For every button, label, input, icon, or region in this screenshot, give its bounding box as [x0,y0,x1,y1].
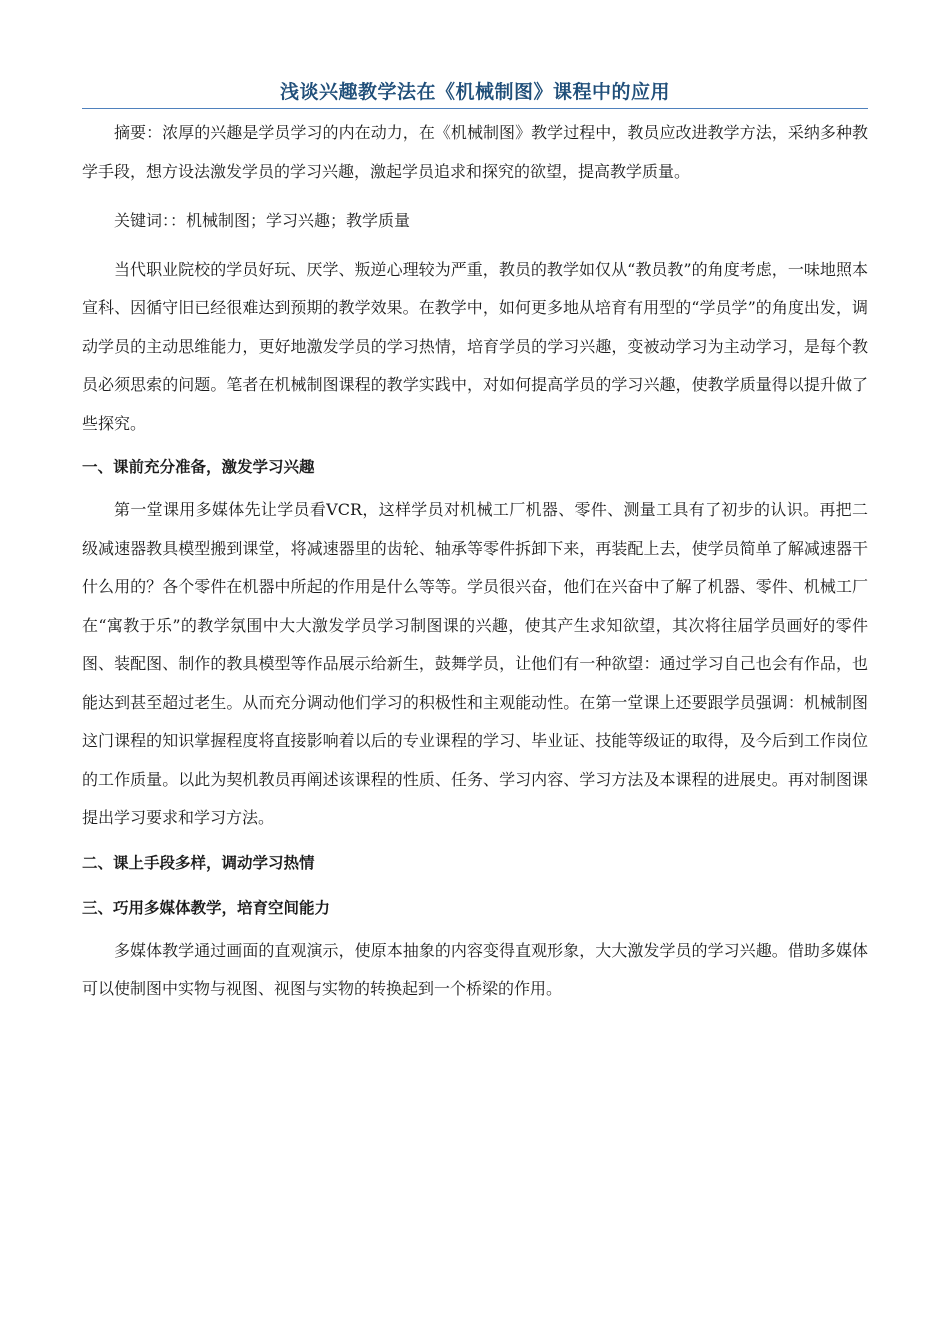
section-3-heading: 三、巧用多媒体教学，培育空间能力 [82,898,331,917]
section-1-heading: 一、课前充分准备，激发学习兴趣 [82,458,315,476]
section-3-paragraph: 多媒体教学通过画面的直观演示，使原本抽象的内容变得直观形象，大大激发学员的学习兴趣。借助多媒体可以使制图中实物与视图、视图与实物的转换起到一个桥梁的作用。 [82,940,868,998]
document-title: 浅谈兴趣教学法在《机械制图》课程中的应用 [82,78,868,109]
abstract-paragraph: 摘要：浓厚的兴趣是学员学习的内在动力，在《机械制图》教学过程中，教员应改进教学方法，采纳多种教学手段，想方设法激发学员的学习兴趣，激起学员追求和探究的欲望，提高教学质量。 [82,123,868,181]
document-page [82,78,868,1009]
intro-paragraph: 当代职业院校的学员好玩、厌学、叛逆心理较为严重，教员的教学如仅从“教员教”的角度考虑，一味地照本宣科、因循守旧已经很难达到预期的教学效果。在教学中，如何更多地从培育有用型的“学员学”的角度出发，调动学员的主动思维能力，更好地激发学员的学习热情，培育学员的学习兴趣，变被动学习为主动学习，是每个教员必须思索的问题。笔者在机械制图课程的教学实践中，对如何提高学员的学习兴趣，使教学质量得以提升做了些探究。 [82,259,868,433]
section-1-paragraph: 第一堂课用多媒体先让学员看VCR，这样学员对机械工厂机器、零件、测量工具有了初步的认识。再把二级减速器教具模型搬到课堂，将减速器里的齿轮、轴承等零件拆卸下来，再装配上去，使学员简单了解减速器干什么用的？各个零件在机器中所起的作用是什么等等。学员很兴奋，他们在兴奋中了解了机器、零件、机械工厂在“寓教于乐”的教学氛围中大大激发学员学习制图课的兴趣，使其产生求知欲望，其次将往届学员画好的零件图、装配图、制作的教具模型等作品展示给新生，鼓舞学员，让他们有一种欲望：通过学习自己也会有作品，也能达到甚至超过老生。从而充分调动他们学习的积极性和主观能动性。在第一堂课上还要跟学员强调：机械制图这门课程的知识掌握程度将直接影响着以后的专业课程的学习、毕业证、技能等级证的取得，及今后到工作岗位的工作质量。以此为契机教员再阐述该课程的性质、任务、学习内容、学习方法及本课程的进展史。再对制图课提出学习要求和学习方法。 [82,500,868,827]
keywords-line: 关键词：：机械制图；学习兴趣；教学质量 [114,211,411,230]
section-2-heading: 二、课上手段多样，调动学习热情 [82,853,315,872]
